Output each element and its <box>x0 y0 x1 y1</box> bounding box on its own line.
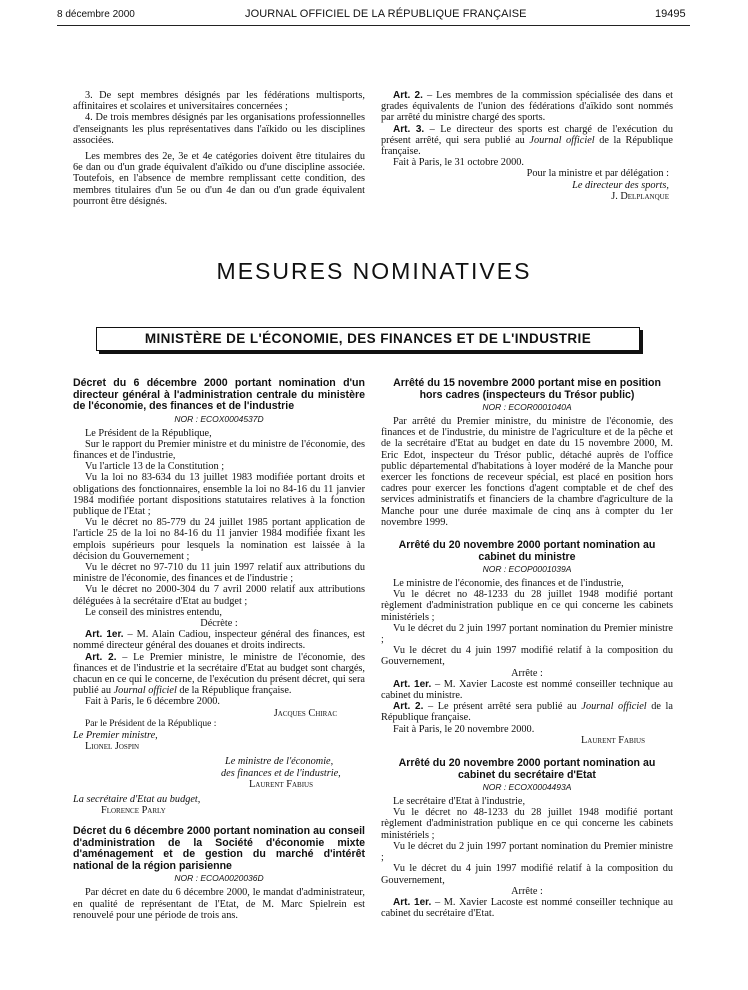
article-1: Art. 1er. – M. Alain Cadiou, inspecteur général des finances, est nommé directeur général des douanes et droits indirects. <box>73 629 366 652</box>
section-title: MESURES NOMINATIVES <box>216 258 532 284</box>
paragraph: Vu le décret du 4 juin 1997 modifié relatif à la composition du Gouvernement, <box>381 645 673 668</box>
signature-title: des finances et de l'industrie, <box>221 767 341 779</box>
arrete-title: Arrêté du 20 novembre 2000 portant nomination au cabinet du ministre <box>398 539 656 563</box>
done-line: Fait à Paris, le 6 décembre 2000. <box>85 696 220 708</box>
signature-name: Lionel Jospin <box>85 741 140 753</box>
signature-name: J. Delplanque <box>611 190 669 202</box>
done-line: Fait à Paris, le 31 octobre 2000. <box>393 157 524 169</box>
paragraph: Vu le décret no 48-1233 du 28 juillet 1948 modifié portant règlement d'administration publique en ce qui concerne les cabinets ministériels ; <box>381 589 673 623</box>
decree-title: Décret du 6 décembre 2000 portant nomination d'un directeur général à l'administration centrale du ministère de l'économie, des finances et de l'industrie <box>73 377 365 412</box>
page-number: 19495 <box>655 8 686 20</box>
header-rule <box>57 25 690 26</box>
article-label: Art. 1er. <box>393 678 432 690</box>
signature-name: Laurent Fabius <box>249 778 313 790</box>
arrete-title: Arrêté du 15 novembre 2000 portant mise en position hors cadres (inspecteurs du Trésor public) <box>393 377 661 401</box>
signature-name: Florence Parly <box>101 805 166 817</box>
journal-title: JOURNAL OFFICIEL DE LA RÉPUBLIQUE FRANÇAISE <box>245 8 527 20</box>
signature-title: Le directeur des sports, <box>572 179 669 191</box>
article-label: Art. 1er. <box>393 896 432 908</box>
paragraph: Vu l'article 13 de la Constitution ; <box>85 461 225 473</box>
signature-line: Pour la ministre et par délégation : <box>526 168 669 180</box>
paragraph: Sur le rapport du Premier ministre et du ministre de l'économie, des finances et de l'industrie, <box>73 438 365 461</box>
article-2: Art. 2. – Le présent arrêté sera publié au Journal officiel de la République française. <box>381 701 673 724</box>
ministry-name: MINISTÈRE DE L'ÉCONOMIE, DES FINANCES ET DE L'INDUSTRIE <box>144 331 592 346</box>
paragraph: Vu la loi no 83-634 du 13 juillet 1983 modifiée portant droits et obligations des fonctionnaires, ensemble la loi no 84-16 du 11 janvier 1984 modifiée portant dispositions statutaires relatives à la fonction publique de l'Etat ; <box>73 472 365 517</box>
nor-reference: NOR : ECOX0004537D <box>174 413 264 424</box>
right-column <box>381 378 673 919</box>
paragraph: Vu le décret no 48-1233 du 28 juillet 1948 modifié portant règlement d'administration publique en ce qui concerne les cabinets ministériels ; <box>381 807 673 841</box>
nor-reference: NOR : ECOP0001039A <box>482 564 572 575</box>
article-label: Art. 1er. <box>85 629 124 641</box>
paragraph: Vu le décret no 97-710 du 11 juin 1997 relatif aux attributions du ministre de l'économie, des finances et de l'industrie ; <box>73 561 365 585</box>
arrete-heading: Arrête : <box>511 885 543 897</box>
article-2: Art. 2. – Les membres de la commission spécialisée des dans et grades équivalents de l'union des fédérations d'aïkido sont nommés par arrêté du ministre chargé des sports. <box>381 90 673 124</box>
done-line: Fait à Paris, le 20 novembre 2000. <box>393 723 535 735</box>
article-label: Art. 2. <box>85 651 117 663</box>
decrete-heading: Décrète : <box>200 617 238 629</box>
signature-title: Le ministre de l'économie, <box>225 756 334 768</box>
signature-name: Laurent Fabius <box>581 734 645 746</box>
article-label: Art. 2. <box>393 701 424 713</box>
nor-reference: NOR : ECOR0001040A <box>482 402 572 412</box>
paragraph: Par arrêté du Premier ministre, du ministre de l'économie, des finances et de l'industrie, du ministre de l'agriculture et de la pêche et de la secrétaire d'Etat au budget en date du 15 novembre 2000, M. Eric Edot, inspecteur du Trésor public, détaché auprès de l'office public départemental d'habitations à loyer modéré de la Manche pour exercer les fonctions de receveur spécial, est placé en position hors cadres pour exercer les fonctions d'agent comptable et de chef des services administratifs et financiers de la chambre d'agriculture de la Manche pour une durée maximale de cinq ans à compter du 1er novembre 1999. <box>381 416 673 528</box>
header-date: 8 décembre 2000 <box>57 9 135 20</box>
paragraph: Le ministre de l'économie, des finances et de l'industrie, <box>393 578 624 590</box>
signature-title: La secrétaire d'Etat au budget, <box>73 794 201 805</box>
page-header <box>0 0 748 26</box>
paragraph: Le Président de la République, <box>85 427 212 439</box>
nor-reference: NOR : ECOA0020036D <box>174 873 264 884</box>
article-1: Art. 1er. – M. Xavier Lacoste est nommé conseiller technique au cabinet du secrétaire d'Etat. <box>381 896 673 920</box>
decree-title: Décret du 6 décembre 2000 portant nomination au conseil d'administration de la Société d'économie mixte d'aménagement et de gestion du marché d'intérêt national de la région parisienne <box>73 825 365 872</box>
signature-title: Le Premier ministre, <box>73 729 158 741</box>
top-right-block <box>381 90 673 202</box>
arrete-heading: Arrête : <box>511 667 543 679</box>
paragraph: Vu le décret du 4 juin 1997 modifié relatif à la composition du Gouvernement, <box>381 863 673 886</box>
paragraph: Vu le décret no 85-779 du 24 juillet 1985 portant application de l'article 25 de la loi no 84-16 du 11 janvier 1984 modifiée fixant les emplois supérieurs pour lesquels la nomination est laissée à la décision du Gouvernement ; <box>73 517 365 562</box>
arrete-title: Arrêté du 20 novembre 2000 portant nomination au cabinet du secrétaire d'Etat <box>398 757 656 781</box>
signature-line: Par le Président de la République : <box>85 718 217 729</box>
nor-reference: NOR : ECOX0004493A <box>482 782 572 793</box>
paragraph: 4. De trois membres désignés par les organisations professionnelles d'enseignants les plus représentatives dans l'aïkido ou les disciplines associées. <box>73 112 365 146</box>
left-column <box>73 378 365 921</box>
article-label: Art. 3. <box>393 123 425 135</box>
article-2: Art. 2. – Le Premier ministre, le ministre de l'économie, des finances et de l'industrie et la secrétaire d'Etat au budget sont chargés, chacun en ce qui le concerne, de l'exécution du présent décret, qui sera publié au Journal officiel de la République française. <box>73 651 366 697</box>
paragraph: Les membres des 2e, 3e et 4e catégories doivent être titulaires du 6e dan ou d'un grade équivalent d'aïkido ou d'une discipline associée. Toutefois, en l'absence de membre remplissant cette condition, des membres titulaires d'un 5e ou d'un 4e dan ou d'un grade équivalent pourront être désignés. <box>73 151 365 207</box>
paragraph: Vu le décret no 2000-304 du 7 avril 2000 relatif aux attributions déléguées à la secrétaire d'Etat au budget ; <box>73 584 365 607</box>
paragraph: Vu le décret du 2 juin 1997 portant nomination du Premier ministre ; <box>381 840 673 864</box>
article-label: Art. 2. <box>393 90 423 101</box>
paragraph: Vu le décret du 2 juin 1997 portant nomination du Premier ministre ; <box>381 622 673 646</box>
paragraph: 3. De sept membres désignés par les fédérations multisports, affinitaires et scolaires et universitaires concernées ; <box>73 90 365 113</box>
article-3: Art. 3. – Le directeur des sports est chargé de l'exécution du présent arrêté, qui sera publié au Journal officiel de la République française. <box>381 123 674 158</box>
paragraph: Le secrétaire d'Etat à l'industrie, <box>393 796 526 808</box>
article-1: Art. 1er. – M. Xavier Lacoste est nommé conseiller technique au cabinet du ministre. <box>381 678 673 702</box>
top-left-block <box>73 90 365 207</box>
paragraph: Par décret en date du 6 décembre 2000, le mandat d'administrateur, en qualité de représentant de l'Etat, de M. Marc Spielrein est renouvelé pour une période de trois ans. <box>73 887 365 921</box>
paragraph: Le conseil des ministres entendu, <box>85 606 222 618</box>
ministry-banner <box>96 327 640 351</box>
signature-name: Jacques Chirac <box>273 707 337 719</box>
